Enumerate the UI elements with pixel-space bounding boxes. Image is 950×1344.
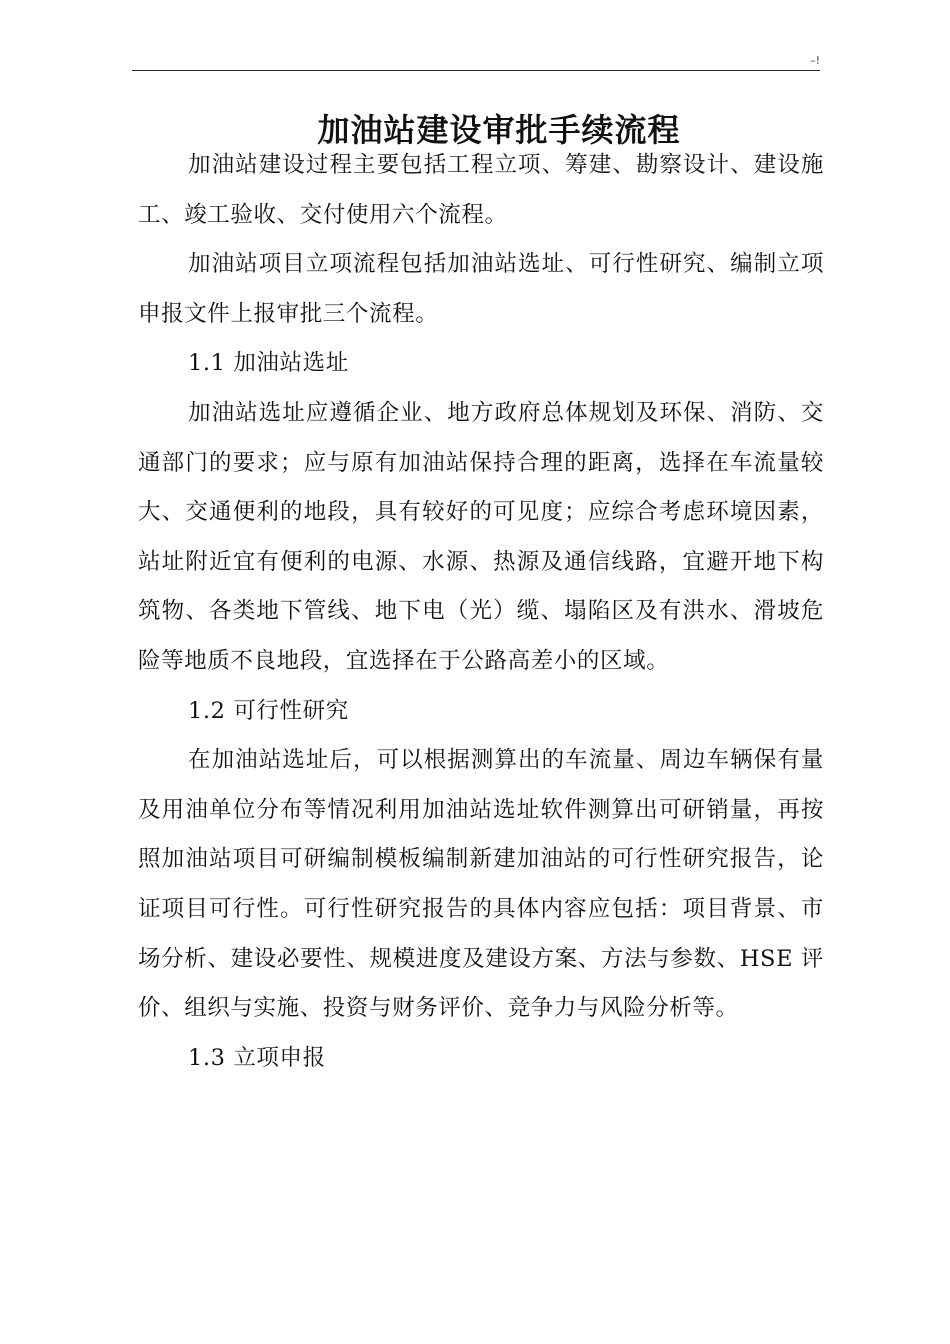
paragraph-overview: 加油站建设过程主要包括工程立项、筹建、勘察设计、建设施工、竣工验收、交付使用六个流程。 <box>138 152 824 228</box>
section-heading-site-selection: 1.1 加油站选址 <box>188 350 349 377</box>
paragraph-project-approval: 加油站项目立项流程包括加油站选址、可行性研究、编制立项申报文件上报审批三个流程。 <box>138 251 824 327</box>
document-body <box>138 141 824 1083</box>
page-header-mark: –! <box>810 54 820 67</box>
paragraph-site-selection: 加油站选址应遵循企业、地方政府总体规划及环保、消防、交通部门的要求；应与原有加油站保持合理的距离，选择在车流量较大、交通便利的地段，具有较好的可见度；应综合考虑环境因素，站址附近宜有便利的电源、水源、热源及通信线路，宜避开地下构筑物、各类地下管线、地下电（光）缆、塌陷区及有洪水、滑坡危险等地质不良地段，宜选择在于公路高差小的区域。 <box>138 399 824 674</box>
section-heading-project-application: 1.3 立项申报 <box>188 1044 326 1071</box>
section-heading-feasibility-study: 1.2 可行性研究 <box>188 697 349 724</box>
header-divider <box>132 70 820 71</box>
paragraph-feasibility-study: 在加油站选址后，可以根据测算出的车流量、周边车辆保有量及用油单位分布等情况利用加油站选址软件测算出可研销量，再按照加油站项目可研编制模板编制新建加油站的可行性研究报告，论证项目可行性。可行性研究报告的具体内容应包括：项目背景、市场分析、建设必要性、规模进度及建设方案、方法与参数、HSE 评价、组织与实施、投资与财务评价、竞争力与风险分析等。 <box>138 747 824 1022</box>
document-title: 加油站建设审批手续流程 <box>317 111 681 150</box>
